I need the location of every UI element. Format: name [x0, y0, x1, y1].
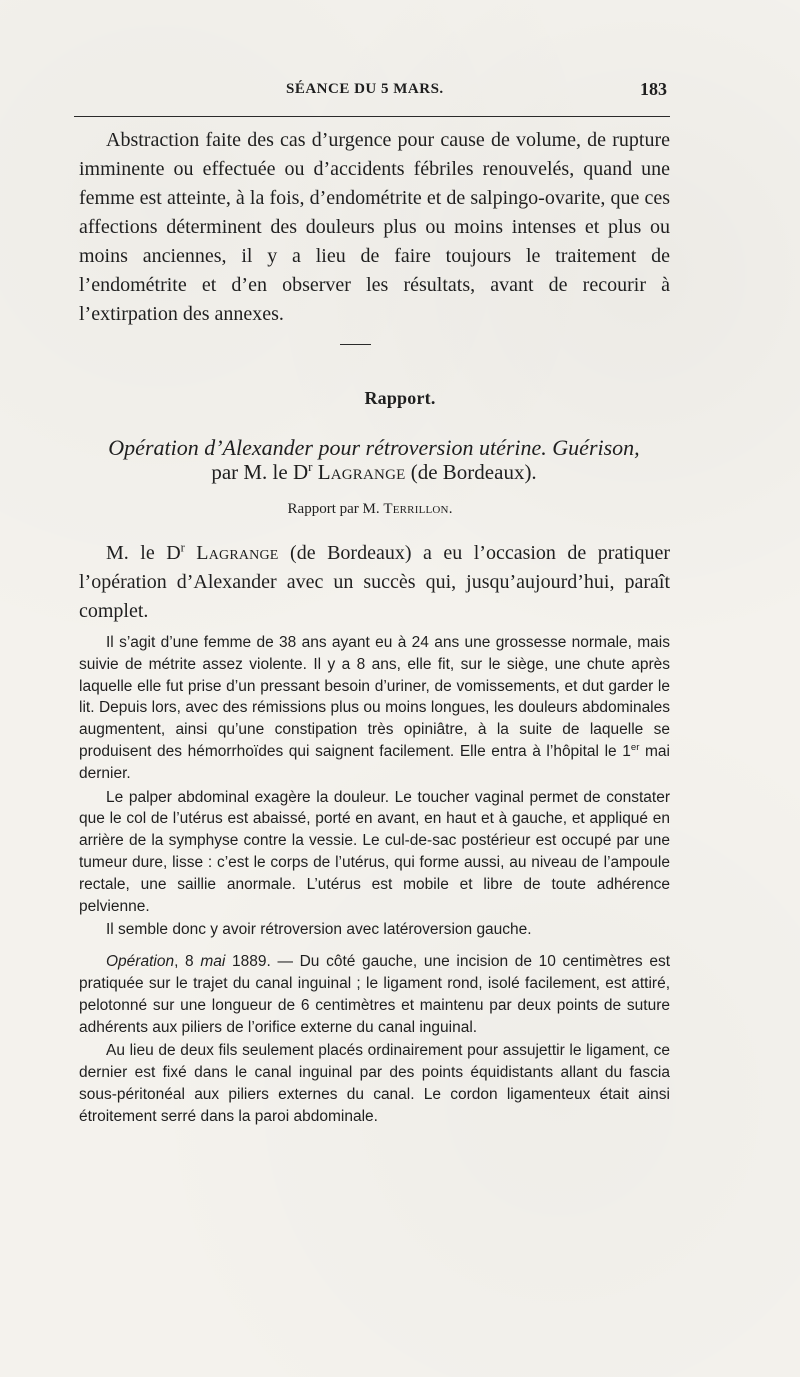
page-header	[78, 79, 667, 99]
lead-name: Lagrange	[196, 542, 279, 564]
intro-block	[79, 126, 670, 329]
subtitle-superscript: r	[308, 459, 313, 474]
intro-paragraph: Abstraction faite des cas d’urgence pour cause de volume, de rupture imminente ou effectuée ou d’accidents fébriles renouvelés, quand une femme est atteinte, à la fois, d’endométrite et de salpingo-ovarite, que ces affections déterminent des douleurs plus ou moins intenses et plus ou moins anciennes, il y a lieu de faire toujours le traitement de l’endométrite et d’en observer les résultats, avant de recourir à l’extirpation des annexes.	[79, 129, 670, 325]
subtitle-prefix: par M. le D	[211, 460, 309, 484]
section-divider	[340, 344, 371, 345]
report-by-prefix: Rapport par M.	[287, 501, 384, 517]
report-paragraph-1-part-2: mai dernier.	[79, 742, 670, 782]
subtitle-name: Lagrange	[317, 460, 406, 484]
report-by-suffix: .	[448, 501, 453, 517]
section-title: Rapport.	[364, 388, 436, 408]
report-paragraph-4	[79, 951, 670, 1038]
report-paragraph-5: Au lieu de deux fils seulement placés ordinairement pour assujettir le ligament, ce dernier est fixé dans le canal inguinal par des points équidistants allant du fascia sous-péritonéal aux piliers externes du canal. Le cordon ligamenteux était ainsi étroitement serré dans la paroi abdominale.	[79, 1042, 670, 1125]
subtitle-suffix: (de Bordeaux).	[405, 460, 537, 484]
running-head: SÉANCE DU 5 MARS.	[286, 81, 444, 97]
lead-superscript: r	[180, 540, 185, 555]
operation-date-prefix: , 8	[174, 953, 201, 971]
lead-suffix: (de Bordeaux) a eu l’occasion de pratiquer l’opération d’Alexander avec un succès qui, jusqu’aujourd’hui, paraît complet.	[79, 542, 670, 622]
operation-rest: 1889. — Du côté gauche, une incision de 10 centimètres est pratiquée sur le trajet du canal inguinal ; le ligament rond, isolé facilement, est attiré, pelotonné sur une longueur de 6 centimètres et maintenu par deux points de suture adhérents aux piliers de l’orifice externe du canal inguinal.	[79, 953, 671, 1036]
report-paragraph-3: Il semble donc y avoir rétroversion avec latéroversion gauche.	[106, 921, 532, 939]
report-subtitle-line-2	[76, 458, 672, 486]
report-body-block	[79, 632, 670, 1128]
report-paragraph-2: Le palper abdominal exagère la douleur. Le toucher vaginal permet de constater que le col de l’utérus est abaissé, porté en avant, en haut et à gauche, et appliqué en arrière de la symphyse contre la vessie. Le cul-de-sac postérieur est occupé par une tumeur dure, lisse : c’est le corps de l’utérus, qui forme aussi, au niveau de l’ampoule rectale, une saillie anormale. L’utérus est mobile et libre de toute adhérence pelvienne.	[79, 788, 670, 915]
report-by-line	[0, 498, 740, 520]
report-by-name: Terrillon	[383, 501, 449, 517]
report-subtitle-line-1: Opération d’Alexander pour rétroversion utérine. Guérison,	[108, 435, 640, 460]
header-rule	[74, 116, 670, 117]
operation-month: mai	[200, 953, 226, 971]
page-number: 183	[640, 79, 667, 99]
operation-label: Opération	[106, 953, 175, 971]
report-paragraph-1-superscript: er	[630, 741, 640, 753]
report-lead-paragraph	[79, 539, 670, 626]
report-paragraph-1	[79, 632, 670, 785]
report-lead-block	[79, 539, 670, 626]
lead-prefix: M. le D	[106, 542, 181, 564]
report-paragraph-1-part-1: Il s’agit d’une femme de 38 ans ayant eu à 24 ans une grossesse normale, mais suivie de métrite assez violente. Il y a 8 ans, elle fit, sur le siège, une chute après laquelle elle fut prise d’un pressant besoin d’uriner, de vomissements, et dut garder le lit. Depuis lors, avec des rémissions plus ou moins longues, les douleurs abdominales augmentent, ainsi qu’une constipation très opiniâtre, à la suite de laquelle se produisent des hémorrhoïdes qui saignent facilement. Elle entra à l’hôpital le 1	[79, 634, 670, 760]
